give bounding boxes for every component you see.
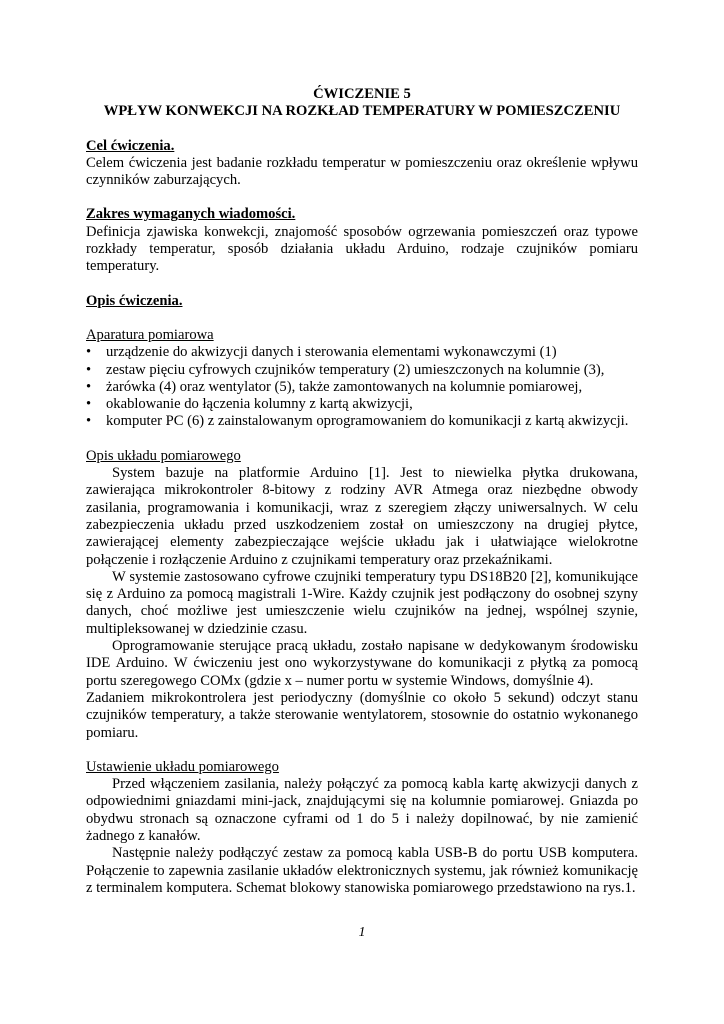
page-number: 1 [358,925,366,940]
list-item: • komputer PC (6) z zainstalowanym oprogramowaniem do komunikacji z kartą akwizycji. [86,413,638,430]
paragraph: Przed włączeniem zasilania, należy połączyć za pomocą kabla kartę akwizycji danych z odpowiednimi gniazdami mini-jack, znajdującymi się na kolumnie pomiarowej. Gniazda po obydwu stronach są oznaczone cyframi od 1 do 5 i należy dopilnować, by nie zamienić żadnego z kanałów. [86,776,638,844]
spacer [86,189,638,206]
document-title-number: ĆWICZENIE 5 [313,86,411,102]
section-ustawienie [86,759,638,897]
list-item: • urządzenie do akwizycji danych i sterowania elementami wykonawczymi (1) [86,344,638,361]
section-opis-ukladu [86,448,638,742]
spacer [86,310,638,327]
paragraph: Oprogramowanie sterujące pracą układu, zostało napisane w dedykowanym środowisku IDE Arduino. W ćwiczeniu jest ono wykorzystywane do komunikacji z płytką za pomocą portu szeregowego COMx (gdzie x – numer portu w systemie Windows, domyślnie 4). [86,638,638,689]
document-title: WPŁYW KONWEKCJI NA ROZKŁAD TEMPERATURY W POMIESZCZENIU [103,103,621,120]
spacer [86,742,638,759]
paragraph: Następnie należy podłączyć zestaw za pomocą kabla USB-B do portu USB komputera. Połączenie to zapewnia zasilanie układów elektronicznych systemu, jak również komunikację z terminalem komputera. Schemat blokowy stanowiska pomiarowego przedstawiono na rys.1. [86,845,638,896]
section-text-zakres: Definicja zjawiska konwekcji, znajomość sposobów ogrzewania pomieszczeń oraz typowe rozkłady temperatur, sposób działania układu Arduino, rodzaje czujników pomiaru temperatury. [86,223,638,275]
section-heading-ustawienie: Ustawienie układu pomiarowego [86,758,279,775]
list-item: • żarówka (4) oraz wentylator (5), także zamontowanych na kolumnie pomiarowej, [86,379,638,396]
section-heading-aparatura: Aparatura pomiarowa [86,326,214,343]
section-zakres [86,206,638,275]
section-heading-opis-ukladu: Opis układu pomiarowego [86,447,241,464]
equipment-list [86,344,638,430]
list-item: • okablowanie do łączenia kolumny z kartą akwizycji, [86,396,638,413]
section-cel [86,138,638,190]
section-heading-cel: Cel ćwiczenia. [86,137,175,154]
paragraph: Zadaniem mikrokontrolera jest periodyczny (domyślnie co około 5 sekund) odczyt stanu czujników temperatury, a także sterowanie wentylatorem, stosownie do ostatnio wykonanego pomiaru. [86,689,638,741]
document-page [86,86,638,897]
list-item: • zestaw pięciu cyfrowych czujników temperatury (2) umieszczonych na kolumnie (3), [86,362,638,379]
spacer [86,431,638,448]
section-text-cel: Celem ćwiczenia jest badanie rozkładu temperatur w pomieszczeniu oraz określenie wpływu czynników zaburzających. [86,154,638,189]
section-aparatura [86,327,638,431]
paragraph: System bazuje na platformie Arduino [1]. Jest to niewielka płytka drukowana, zawierająca mikrokontroler 8-bitowy z rodziny AVR Atmega oraz niezbędne obwody zasilania, programowania i komunikacji, wraz z szeregiem złączy uniwersalnych. W celu zabezpieczenia układu przed uszkodzeniem został on umieszczony na drugiej płytce, zawierającej elementy zabezpieczające wejście układu jak i ułatwiające wielokrotne połączenie i rozłączenie Arduino z czujnikami temperatury oraz przekaźnikami. [86,465,638,568]
spacer [86,121,638,138]
section-heading-opis: Opis ćwiczenia. [86,292,183,309]
spacer [86,276,638,293]
paragraph: W systemie zastosowano cyfrowe czujniki temperatury typu DS18B20 [2], komunikujące się z Arduino za pomocą magistrali 1-Wire. Każdy czujnik jest podłączony do osobnej szyny danych, choć możliwe jest umieszczenie wielu czujników na jednej, wspólnej szynie, multipleksowanej w dziedzinie czasu. [86,568,638,637]
section-heading-zakres: Zakres wymaganych wiadomości. [86,206,296,223]
